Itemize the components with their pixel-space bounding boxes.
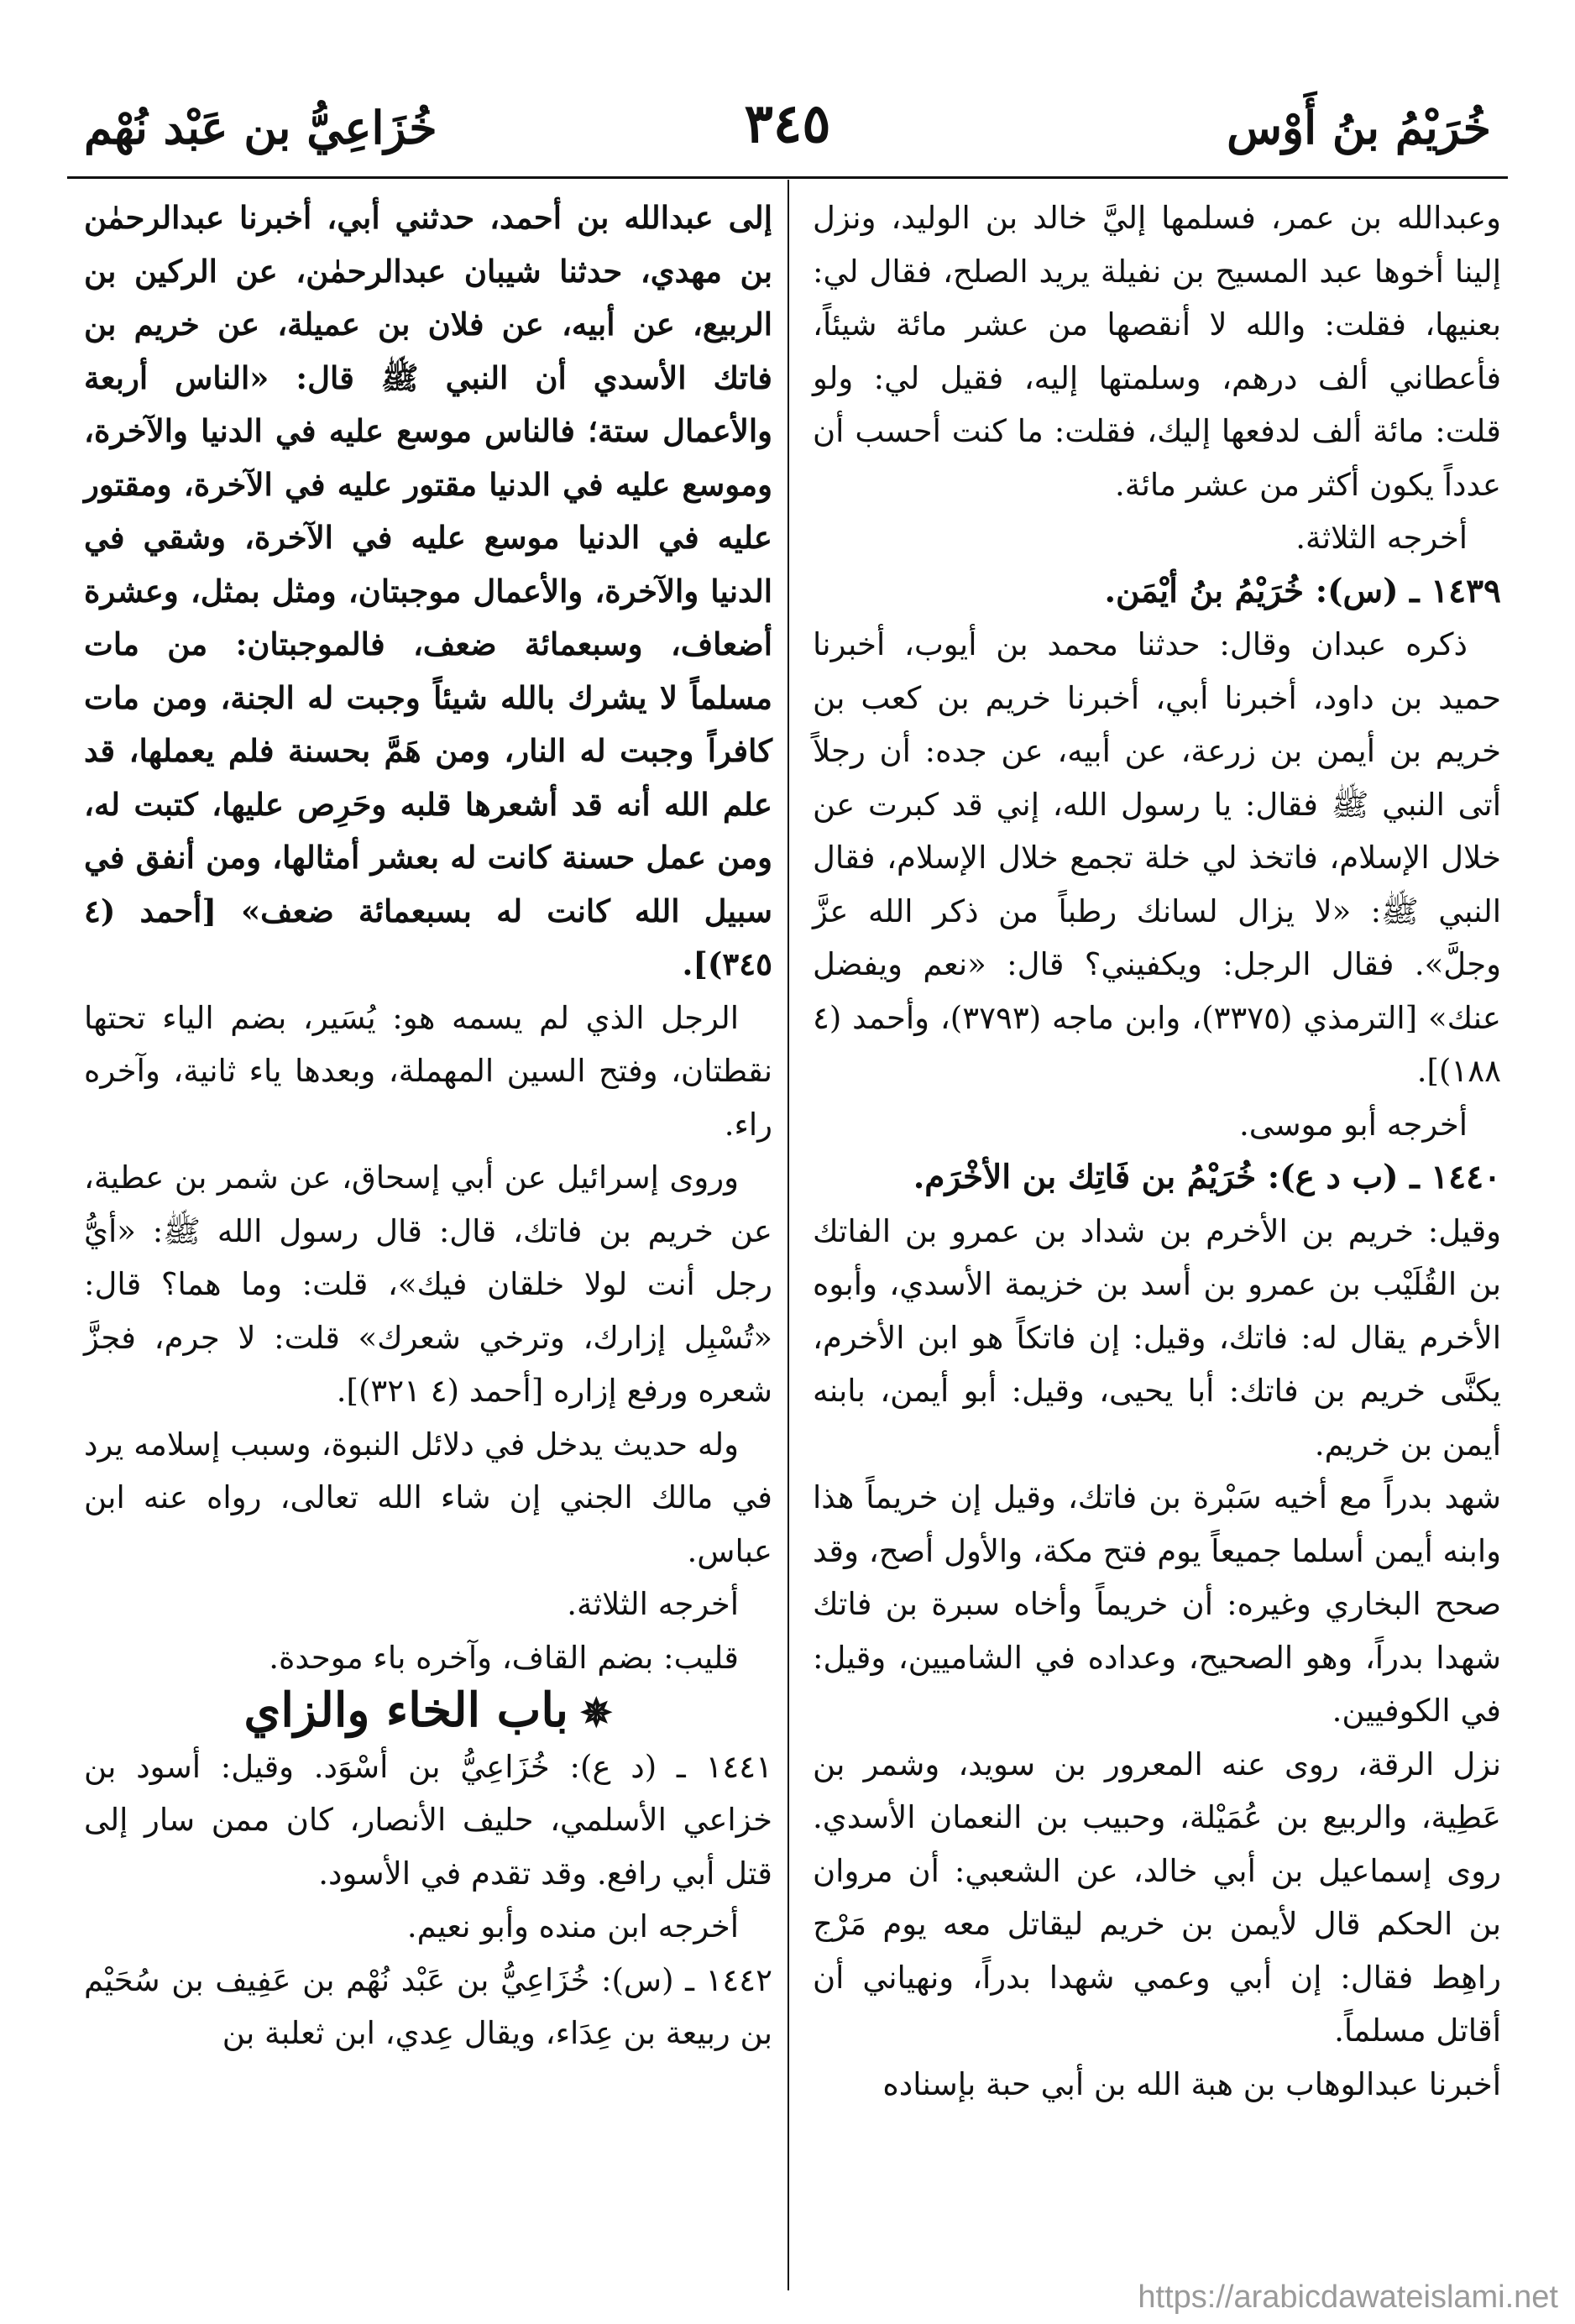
paragraph: وعبدالله بن عمر، فسلمها إليَّ خالد بن الوليد، ونزل إلينا أخوها عبد المسيح بن نفيلة يريد الصلح، فقال لي: بعنيها، فقلت: والله لا أنقصها من عشر مائة شيئاً، فأعطاني ألف درهم، وسلمتها إليه، فقيل لي: ولو قلت: مائة ألف لدفعها إليك، فقلت: ما كنت أحسب أن عدداً يكون أكثر من عشر مائة. <box>813 200 1501 503</box>
paragraph: أخرجه أبو موسى. <box>1238 1106 1468 1143</box>
paragraph: أخرجه الثلاثة. <box>567 1586 739 1622</box>
section-title: باب الخاء والزاي <box>243 1683 568 1738</box>
paragraph: شهد بدراً مع أخيه سَبْرة بن فاتك، وقيل إن خريماً هذا وابنه أيمن أسلما جميعاً يوم فتح مكة، والأول أصح، وقد صحح البخاري وغيره: أن خريماً وأخاه سبرة بن فاتك شهدا بدراً، وهو الصحيح، وعداده في الشاميين، وقيل: في الكوفيين. <box>813 1479 1501 1729</box>
right-column <box>813 191 1501 2111</box>
eight-pointed-star-icon: ✵ <box>579 1690 613 1735</box>
paragraph: وقيل: خريم بن الأخرم بن شداد بن عمرو بن الفاتك بن القُلَيْب بن عمرو بن أسد بن خزيمة الأسدي، وأبوه الأخرم يقال له: فاتك، وقيل: إن فاتكاً هو ابن الأخرم، يكنَّى خريم بن فاتك: أبا يحيى، وقيل: أبو أيمن، بابنه أيمن بن خريم. <box>813 1212 1501 1463</box>
header-left-title: خُزَاعِيُّ بن عَبْد نُهْم <box>84 101 437 154</box>
paragraph: الرجل الذي لم يسمه هو: يُسَير، بضم الياء تحتها نقطتان، وفتح السين المهملة، وبعدها ياء ثانية، وآخره راء. <box>84 999 772 1143</box>
left-column <box>84 191 772 2060</box>
paragraph: أخرجه الثلاثة. <box>1295 520 1468 556</box>
paragraph: وروى إسرائيل عن أبي إسحاق، عن شمر بن عطية، عن خريم بن فاتك، قال: قال رسول الله ﷺ: «أيُّ رجل أنت لولا خلقان فيك»، قلت: وما هما؟ قال: «تُسْبِل إزارك، وترخي شعرك» قلت: لا جرم، فجزَّ شعره ورفع إزاره [أحمد (٤ ٣٢١)]. <box>84 1159 772 1409</box>
paragraph: نزل الرقة، روى عنه المعرور بن سويد، وشمر بن عَطِية، والربيع بن عُمَيْلة، وحبيب بن النعمان الأسدي. روى إسماعيل بن أبي خالد، عن الشعبي: أن مروان بن الحكم قال لأيمن بن خريم ليقاتل معه يوم مَرْج راهِط فقال: إن أبي وعمي شهدا بدراً، ونهياني أن أقاتل مسلماً. <box>813 1746 1501 2049</box>
page-number: ٣٤٥ <box>744 92 831 155</box>
paragraph: إلى عبدالله بن أحمد، حدثني أبي، أخبرنا عبدالرحمٰن بن مهدي، حدثنا شيبان عبدالرحمٰن، عن الركين بن الربيع، عن أبيه، عن فلان بن عميلة، عن خريم بن فاتك الأسدي أن النبي ﷺ قال: «الناس أربعة والأعمال ستة؛ فالناس موسع عليه في الدنيا والآخرة، وموسع عليه في الدنيا مقتور عليه في الآخرة، ومقتور عليه في الدنيا موسع عليه في الآخرة، وشقي في الدنيا والآخرة، والأعمال موجبتان، ومثل بمثل، وعشرة أضعاف، وسبعمائة ضعف، فالموجبتان: من مات مسلماً لا يشرك بالله شيئاً وجبت له الجنة، ومن مات كافراً وجبت له النار، ومن هَمَّ بحسنة فلم يعملها، قد علم الله أنه قد أشعرها قلبه وحَرِص عليها، كتبت له، ومن عمل حسنة كانت له بعشر أمثالها، ومن أنفق في سبيل الله كانت له بسبعمائة ضعف» [أحمد (٤ ٣٤٥)]. <box>84 199 772 982</box>
paragraph: أخبرنا عبدالوهاب بن هبة الله بن أبي حبة بإسناده <box>882 2065 1501 2102</box>
entry-heading-1440: ١٤٤٠ ـ (ب د ع): خُرَيْمُ بن فَاتِك بن الأخْرَم. <box>913 1158 1501 1196</box>
header-right-title: خُرَيْمُ بنُ أَوْس <box>1227 101 1491 154</box>
paragraph: قليب: بضم القاف، وآخره باء موحدة. <box>269 1639 739 1676</box>
entry-heading-1439: ١٤٣٩ ـ (س): خُرَيْمُ بنُ أيْمَن. <box>1104 571 1501 610</box>
paragraph: ذكره عبدان وقال: حدثنا محمد بن أيوب، أخبرنا حميد بن داود، أخبرنا أبي، أخبرنا خريم بن كعب بن خريم بن أيمن بن زرعة، عن أبيه، عن جده: أن رجلاً أتى النبي ﷺ فقال: يا رسول الله، إني قد كبرت عن خلال الإسلام، فاتخذ لي خلة تجمع خلال الإسلام، فقال النبي ﷺ: «لا يزال لسانك رطباً من ذكر الله عزَّ وجلَّ». فقال الرجل: ويكفيني؟ قال: «نعم ويفضل عنك» [الترمذي (٣٣٧٥)، وابن ماجه (٣٧٩٣)، وأحمد (٤ ١٨٨)]. <box>813 626 1502 1089</box>
paragraph: أخرجه ابن منده وأبو نعيم. <box>406 1908 739 1945</box>
header-rule <box>67 176 1508 179</box>
paragraph: ١٤٤١ ـ (د ع): خُزَاعِيُّ بن أسْوَد. وقيل: أسود بن خزاعي الأسلمي، حليف الأنصار، كان ممن سار إلى قتل أبي رافع. وقد تقدم في الأسود. <box>84 1748 772 1892</box>
paragraph: ١٤٤٢ ـ (س): خُزَاعِيُّ بن عَبْد نُهْم بن عَفِيف بن سُحَيْم بن ربيعة بن عِدَاء، ويقال عِدي، ابن ثعلبة بن <box>84 1961 772 2051</box>
paragraph: وله حديث يدخل في دلائل النبوة، وسبب إسلامه يرد في مالك الجني إن شاء الله تعالى، رواه عنه ابن عباس. <box>84 1426 772 1569</box>
section-heading <box>84 1684 772 1740</box>
column-divider <box>788 180 789 2290</box>
watermark: https://arabicdawateislami.net <box>1138 2280 1558 2315</box>
running-header <box>67 84 1508 176</box>
